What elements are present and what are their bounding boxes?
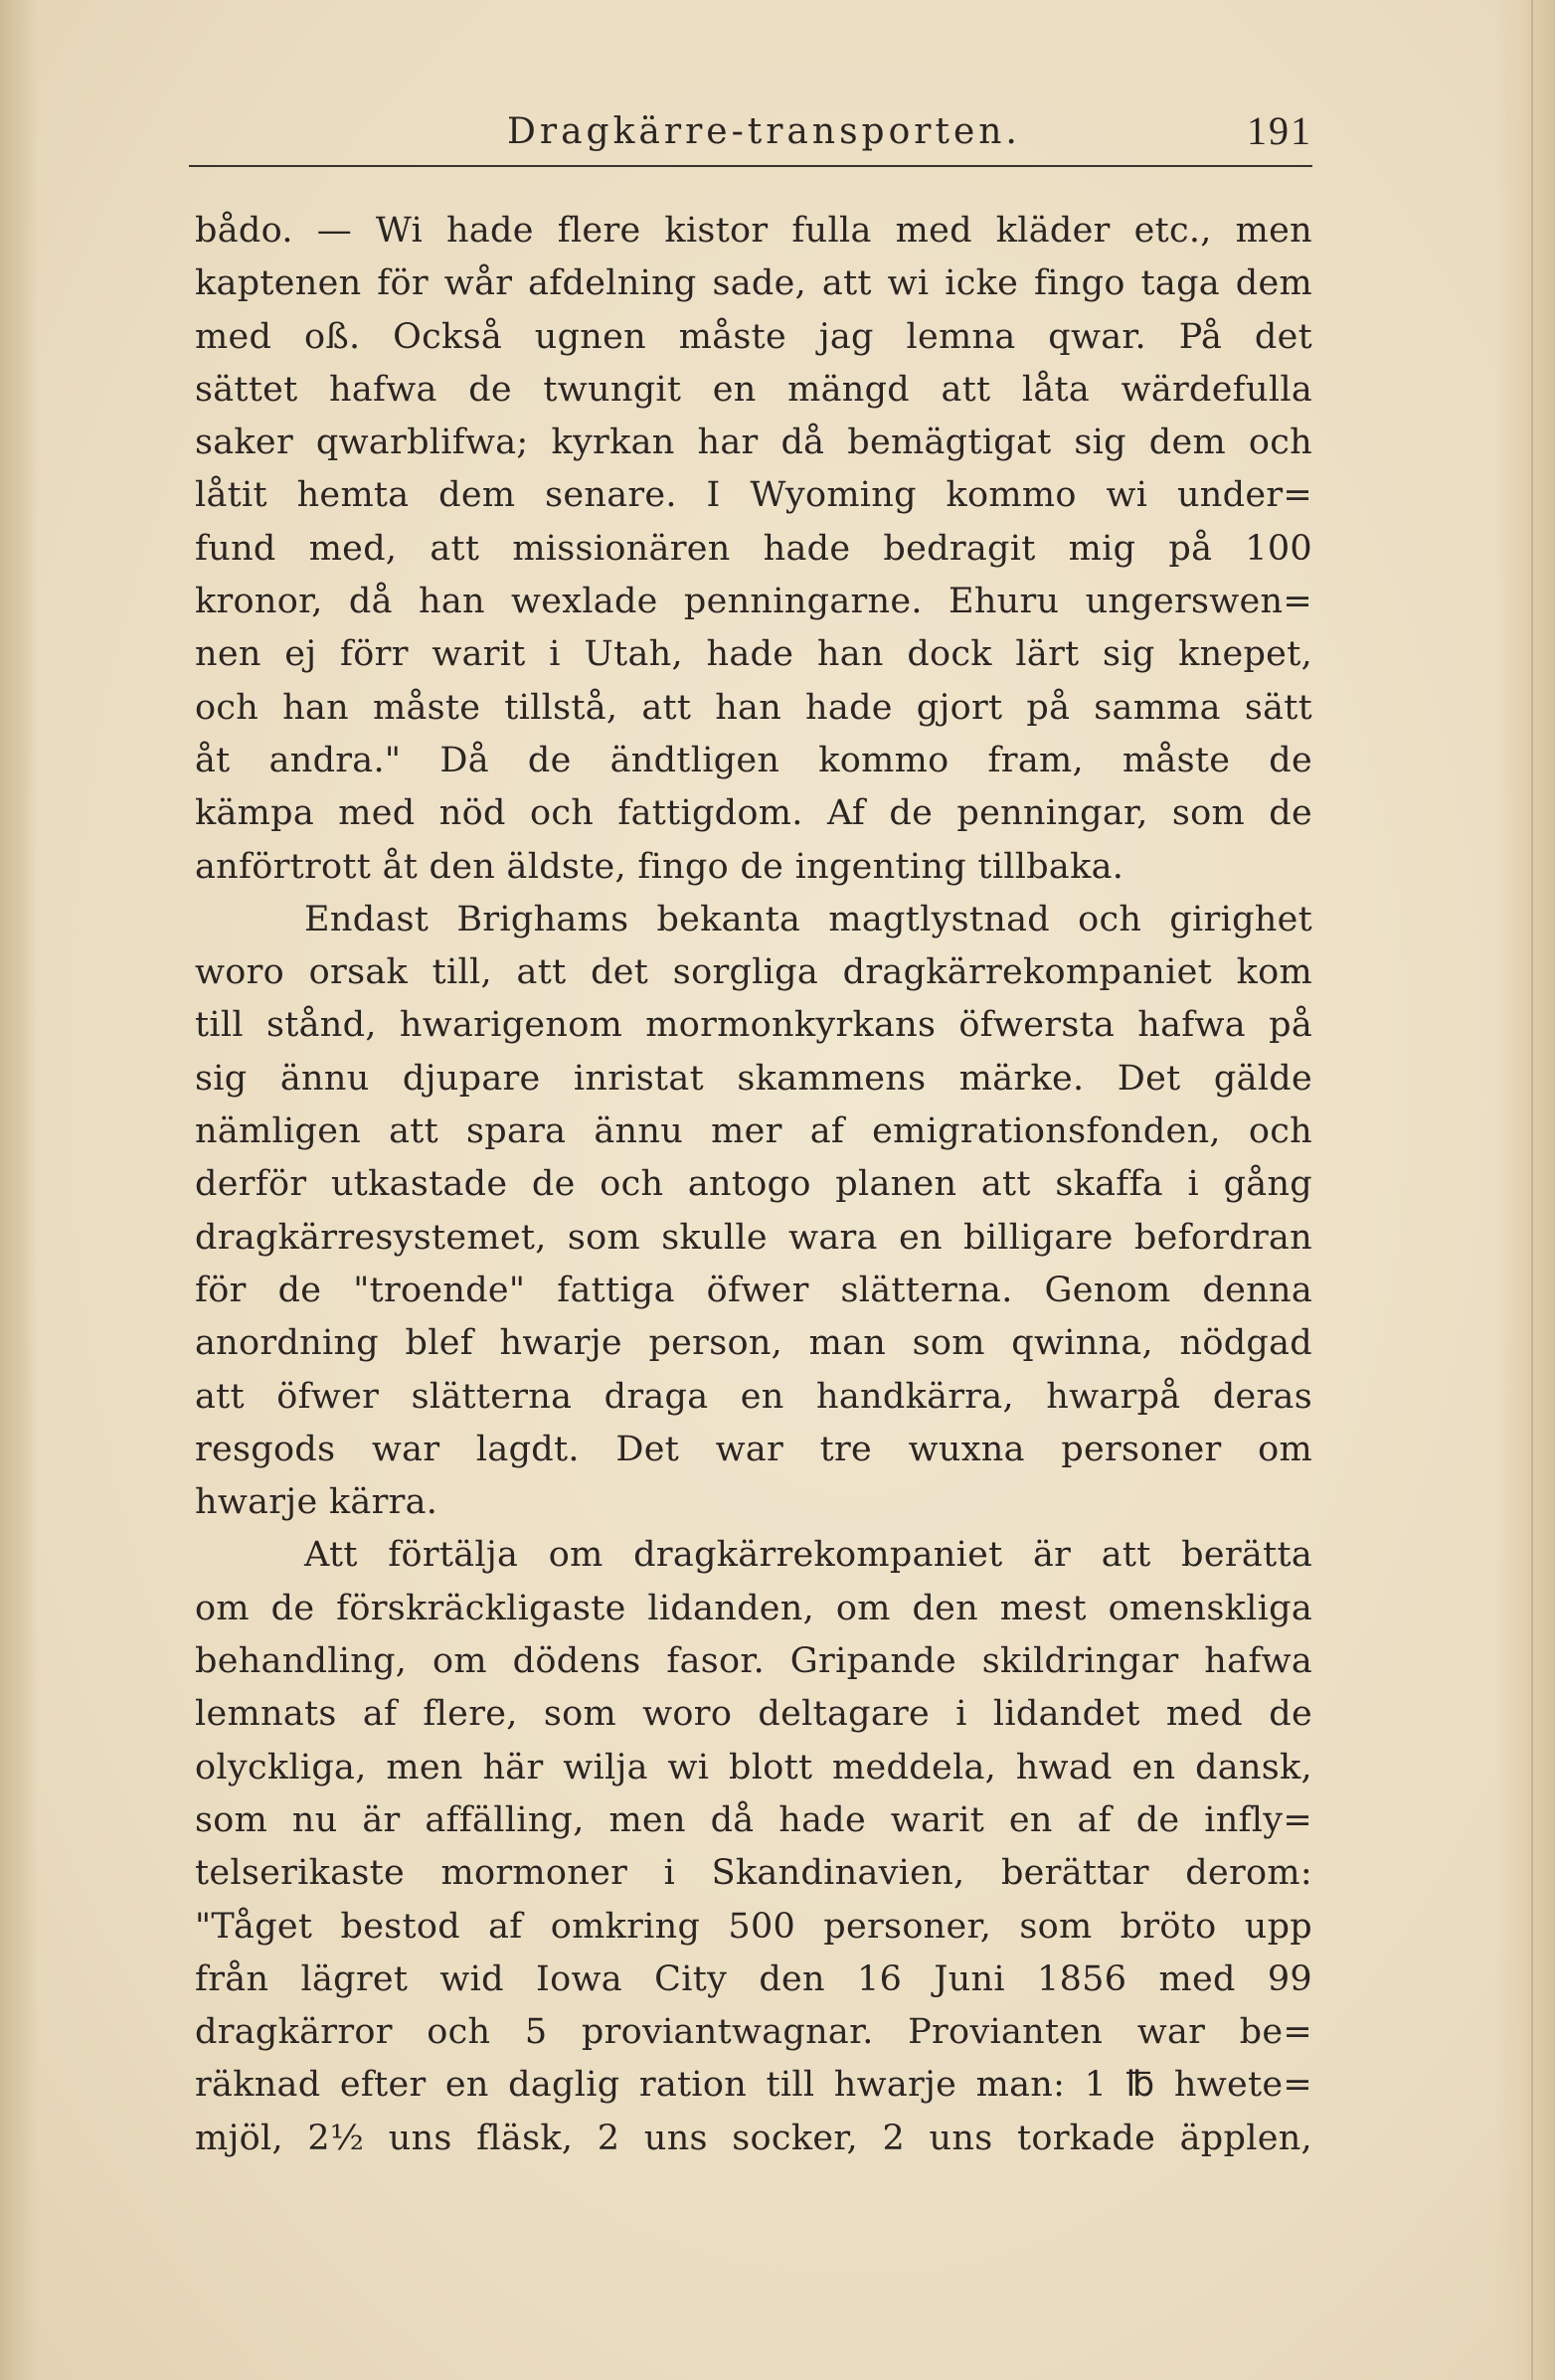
body-text — [195, 205, 1312, 2165]
text-line: räknad efter en daglig ration till hwarje man: 1 ℔ hwete= — [195, 2065, 1312, 2106]
paragraph-start: Att förtälja om dragkärrekompaniet är att berätta — [304, 1535, 1312, 1576]
text-line: och han måste tillstå, att han hade gjort på samma sätt — [195, 687, 1312, 728]
page-right-edge — [1495, 0, 1555, 2380]
page-number: 191 — [1247, 108, 1312, 153]
text-line: "Tåget bestod af omkring 500 personer, som bröto upp — [195, 1906, 1312, 1947]
text-line: som nu är affälling, men då hade warit en af de infly= — [195, 1799, 1312, 1840]
text-line: åt andra." Då de ändtligen kommo fram, måste de — [195, 740, 1312, 780]
text-line: kaptenen för wår afdelning sade, att wi icke fingo taga dem — [195, 263, 1312, 304]
text-line: nämligen att spara ännu mer af emigrationsfonden, och — [195, 1111, 1312, 1152]
text-line: kronor, då han wexlade penningarne. Ehuru ungerswen= — [195, 582, 1312, 622]
page-left-edge — [0, 0, 38, 2380]
text-line: olyckliga, men här wilja wi blott meddela, hwad en dansk, — [195, 1747, 1312, 1787]
text-line: med oß. Också ugnen måste jag lemna qwar. På det — [195, 316, 1312, 357]
text-line: derför utkastade de och antogo planen att skaffa i gång — [195, 1164, 1312, 1205]
text-line: resgods war lagdt. Det war tre wuxna personer om — [195, 1429, 1312, 1469]
text-line: att öfwer slätterna draga en handkärra, hwarpå deras — [195, 1376, 1312, 1417]
running-title: Dragkärre-transporten. — [507, 111, 1021, 152]
text-line: sig ännu djupare inristat skammens märke. Det gälde — [195, 1058, 1312, 1099]
text-line: anordning blef hwarje person, man som qwinna, nödgad — [195, 1323, 1312, 1364]
page-edge-line — [1531, 0, 1533, 2380]
text-line: nen ej förr warit i Utah, hade han dock lärt sig knepet, — [195, 634, 1312, 675]
text-line: woro orsak till, att det sorgliga dragkärrekompaniet kom — [195, 952, 1312, 993]
text-line: sättet hafwa de twungit en mängd att låta wärdefulla — [195, 369, 1312, 410]
page-header — [189, 107, 1312, 159]
text-line: fund med, att missionären hade bedragit mig på 100 — [195, 528, 1312, 569]
header-rule — [189, 165, 1312, 167]
text-line: saker qwarblifwa; kyrkan har då bemägtigat sig dem och — [195, 423, 1312, 463]
text-line: mjöl, 2½ uns fläsk, 2 uns socker, 2 uns torkade äpplen, — [195, 2118, 1312, 2158]
text-line: från lägret wid Iowa City den 16 Juni 1856 med 99 — [195, 1958, 1312, 1999]
paragraph-start: Endast Brighams bekanta magtlystnad och girighet — [304, 899, 1312, 939]
text-line: för de "troende" fattiga öfwer slätterna. Genom denna — [195, 1270, 1312, 1310]
text-line: låtit hemta dem senare. I Wyoming kommo wi under= — [195, 475, 1312, 516]
text-line: dragkärresystemet, som skulle wara en billigare befordran — [195, 1217, 1312, 1258]
text-line: hwarje kärra. — [195, 1482, 438, 1523]
text-line: telserikaste mormoner i Skandinavien, berättar derom: — [195, 1853, 1312, 1894]
text-line: lemnats af flere, som woro deltagare i lidandet med de — [195, 1694, 1312, 1735]
text-line: behandling, om dödens fasor. Gripande skildringar hafwa — [195, 1641, 1312, 1682]
text-line: om de förskräckligaste lidanden, om den mest omenskliga — [195, 1588, 1312, 1628]
text-line: dragkärror och 5 proviantwagnar. Provianten war be= — [195, 2012, 1312, 2053]
text-line: anförtrott åt den äldste, fingo de ingenting tillbaka. — [195, 846, 1124, 887]
text-line: till stånd, hwarigenom mormonkyrkans öfwersta hafwa på — [195, 1005, 1312, 1046]
text-line: bådo. — Wi hade flere kistor fulla med kläder etc., men — [195, 211, 1312, 251]
text-line: kämpa med nöd och fattigdom. Af de penningar, som de — [195, 793, 1312, 834]
